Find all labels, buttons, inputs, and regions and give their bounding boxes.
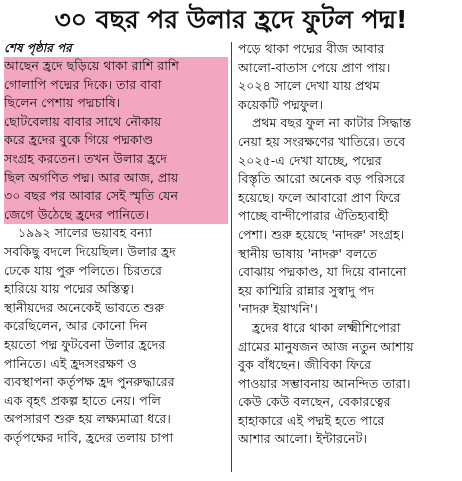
text-line: হাহাকারে এই পদ্মই হতে পারে — [238, 412, 385, 428]
text-line: করে হ্রদের বুকে গিয়ে পদ্মকাণ্ড — [4, 131, 228, 150]
text-line: কেউ কেউ বলছেন, বেকারত্বের — [238, 394, 391, 410]
text-line: হয় কাশ্মিরি রান্নার সুস্বাদু পদ — [238, 282, 375, 298]
text-line: আশার আলো। ইন্টারনেট। — [238, 431, 367, 447]
text-line: আলো-বাতাস পেয়ে প্রাণ পায়। — [238, 59, 391, 75]
text-line: ১৯৯২ সালের ভয়াবহ বন্যা — [18, 225, 152, 241]
text-line: নেয়া হয় সংরক্ষণের খাতিরে। তবে — [238, 133, 406, 149]
text-line: কর্তৃপক্ষের দাবি, হ্রদের তলায় চাপা — [4, 429, 174, 445]
text-line: হয়তো পদ্ম ফুটবেনা উলার হ্রদের — [4, 336, 166, 352]
text-line: ২০২৫-এ দেখা যাচ্ছে, পদ্মের — [238, 152, 382, 168]
text-line: প্রথম বছর ফুল না কাটার সিদ্ধান্ত — [252, 115, 412, 131]
text-line: হারিয়ে যায় পদ্মের অস্তিত্ব। — [4, 281, 134, 297]
text-line: বোঝায় পদ্মকাণ্ড, যা দিয়ে বানানো — [238, 264, 407, 280]
column-text-left — [4, 57, 228, 447]
continued-from-label: শেষ পৃষ্ঠার পর — [4, 41, 72, 55]
text-line: হয়েছে। ফলে আবারো প্রাণ ফিরে — [238, 189, 401, 205]
text-line: পানিতে। এই হ্রদসংরক্ষণ ও — [4, 355, 137, 371]
text-line: আছেন হ্রদে ছড়িয়ে থাকা রাশি রাশি — [4, 57, 228, 76]
text-line: হ্রদের ধারে থাকা লক্ষ্মীশিপোরা — [252, 319, 401, 335]
text-line: ব্যবস্থাপনা কর্তৃপক্ষ হ্রদ পুনরুদ্ধারের — [4, 374, 175, 390]
article-column-right — [238, 40, 458, 449]
text-line: পাচ্ছে বান্দীপোরার ঐতিহ্যবাহী — [238, 208, 389, 224]
text-line: করেছিলেন, আর কোনো দিন — [4, 318, 148, 334]
text-line: এক বৃহৎ প্রকল্প হাতে নেয়। পলি — [4, 392, 161, 408]
text-line: গোলাপি পদ্মের দিকে। তার বাবা — [4, 76, 228, 95]
text-line: বুক বাঁধছেন। জীবিকা ফিরে — [238, 357, 372, 373]
article-column-left — [4, 40, 228, 447]
text-line: জেগে উঠেছে হ্রদের পানিতে। — [4, 206, 228, 225]
text-line: কয়েকটি পদ্মফুল। — [238, 96, 323, 112]
text-line: ৩০ বছর পর আবার সেই স্মৃতি যেন — [4, 187, 228, 206]
text-line: সবকিছু বদলে দিয়েছিল। উলার হ্রদ — [4, 243, 176, 259]
text-line: ছিলেন পেশায় পদ্মচাষি। — [4, 94, 228, 113]
text-line: গ্রামের মানুষজন আজ নতুন আশায় — [238, 338, 414, 354]
text-line: পেশা। শুরু হয়েছে 'নাদরু' সংগ্রহ। — [238, 226, 405, 242]
text-line: সংগ্রহ করতেন। তখন উলার হ্রদে — [4, 150, 228, 169]
text-line: স্থানীয়দের অনেকেই ভাবতে শুরু — [4, 299, 165, 315]
column-divider — [231, 42, 232, 472]
text-line: ২০২৪ সালে দেখা যায় প্রথম — [238, 78, 380, 94]
text-line: 'নাদরু ইয়াখনি'। — [238, 301, 318, 317]
headline: ৩০ বছর পর উলার হ্রদে ফুটল পদ্ম! — [54, 5, 408, 34]
text-line: ছোটবেলায় বাবার সাথে নৌকায় — [4, 113, 228, 132]
text-line: পড়ে থাকা পদ্মের বীজ আবার — [238, 41, 385, 56]
text-line: স্থানীয় ভাষায় 'নাদরু' বলতে — [238, 245, 377, 261]
text-line: ছিল অগণিত পদ্ম। আর আজ, প্রায় — [4, 169, 228, 188]
text-line: ঢেকে যায় পুরু পলিতে। চিরতরে — [4, 262, 162, 278]
text-line: অপসারণ শুরু হয় লক্ষ্যমাত্রা ধরে। — [4, 411, 171, 427]
text-line: পাওয়ার সম্ভাবনায় আনন্দিত তারা। — [238, 375, 411, 391]
text-line: বিস্তৃতি আরো অনেক বড় পরিসরে — [238, 171, 405, 187]
